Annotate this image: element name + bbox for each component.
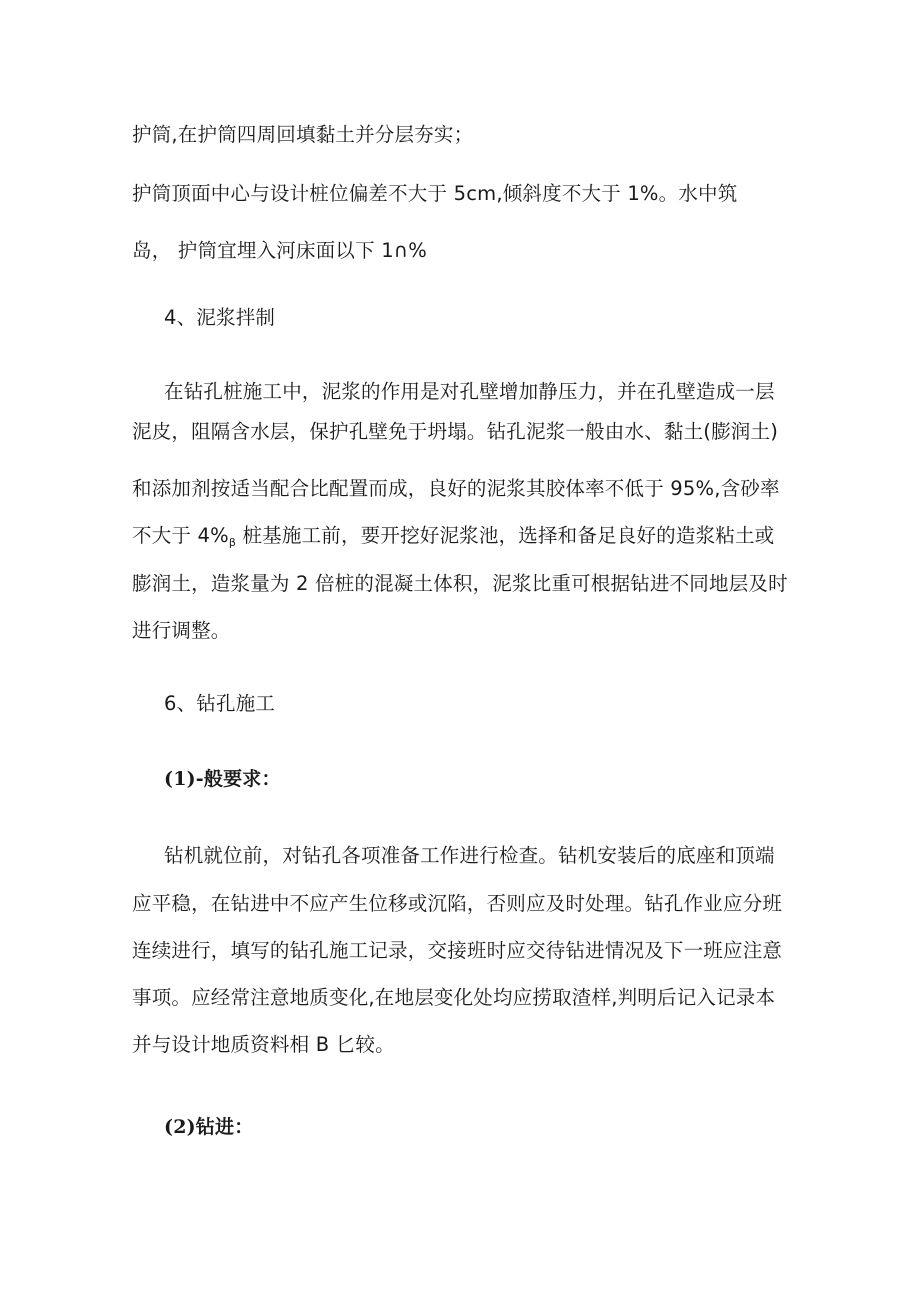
subsection-1-line-5: 并与设计地质资料相 B 匕较。 xyxy=(132,1033,395,1056)
section-4-line-4 xyxy=(132,522,774,557)
section-4-line-4-after: 桩基施工前，要开挖好泥浆池，选择和备足良好的造浆粘土或 xyxy=(236,524,775,547)
intro-line-3: 岛， 护筒宜埋入河床面以下 1∩% xyxy=(132,239,428,262)
section-4-line-5: 膨润土，造浆量为 2 倍桩的混凝土体积，泥浆比重可根据钻进不同地层及时 xyxy=(132,572,788,595)
subsection-1-heading: (1)-般要求： xyxy=(164,768,281,790)
section-4-line-1: 在钻孔桩施工中，泥浆的作用是对孔壁增加静压力，并在孔壁造成一层 xyxy=(164,380,775,403)
section-6-heading: 6、钻孔施工 xyxy=(164,692,276,715)
intro-line-1: 护筒,在护筒四周回填黏土并分层夯实； xyxy=(132,123,474,146)
section-4-line-4-sub: β xyxy=(228,536,237,549)
section-4-line-2: 泥皮，阻隔含水层，保护孔壁免于坍塌。钻孔泥浆一般由水、黏土(膨润土) xyxy=(132,420,779,443)
subsection-1-line-1: 钻机就位前，对钻孔各项准备工作进行检查。钻机安装后的底座和顶端 xyxy=(164,844,775,867)
section-4-line-4-before: 不大于 4% xyxy=(132,524,229,547)
subsection-2-heading: (2)钻进： xyxy=(164,1116,254,1138)
subsection-1-line-3: 连续进行，填写的钻孔施工记录，交接班时应交待钻进情况及下一班应注意 xyxy=(132,939,783,962)
subsection-1-line-2: 应平稳，在钻进中不应产生位移或沉陷，否则应及时处理。钻孔作业应分班 xyxy=(132,892,783,915)
intro-line-2: 护筒顶面中心与设计桩位偏差不大于 5cm,倾斜度不大于 1%。水中筑 xyxy=(132,182,738,205)
subsection-1-line-4: 事项。应经常注意地质变化,在地层变化处均应捞取渣样,判明后记入记录本 xyxy=(132,986,776,1009)
section-4-heading: 4、泥浆拌制 xyxy=(164,306,276,329)
section-4-line-3: 和添加剂按适当配合比配置而成，良好的泥浆其胶体率不低于 95%,含砂率 xyxy=(132,477,780,500)
section-4-line-6: 进行调整。 xyxy=(132,619,231,642)
